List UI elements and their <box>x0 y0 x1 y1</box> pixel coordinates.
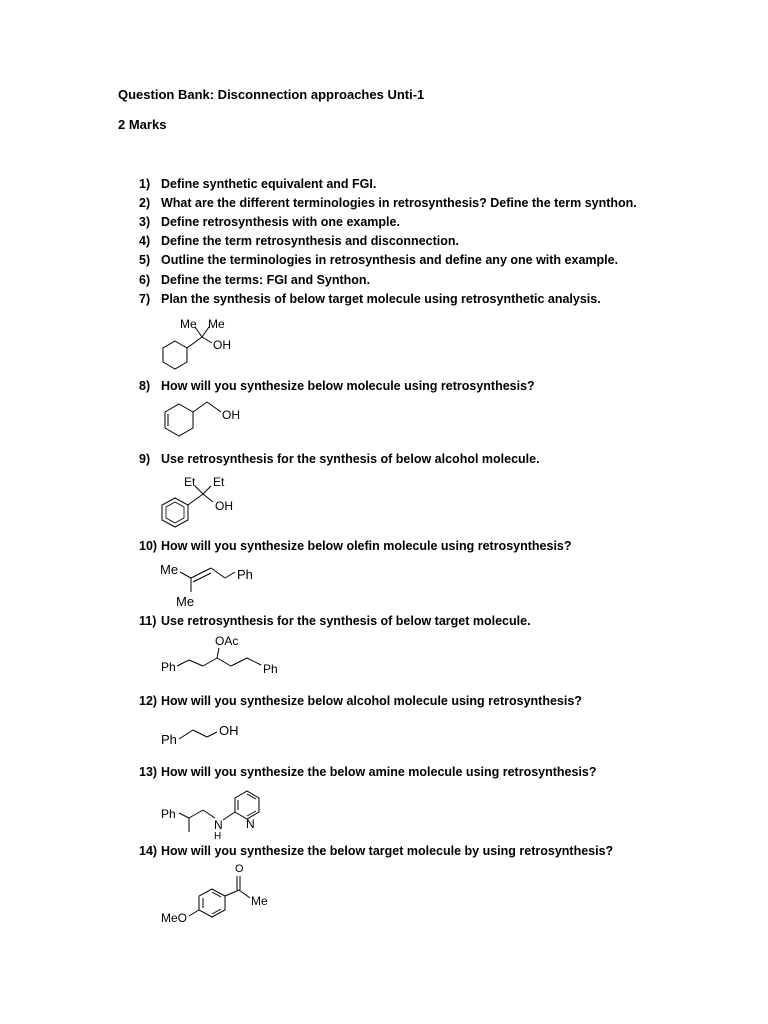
hydroxyl-label: OH <box>222 408 240 422</box>
hydroxyl-label: OH <box>213 338 231 352</box>
amine-nitrogen-label: N <box>214 818 223 832</box>
phenyl-label: Ph <box>161 732 177 747</box>
question-text: Define retrosynthesis with one example. <box>161 215 400 229</box>
question-number: 6) <box>139 273 151 287</box>
methyl-label: Me <box>208 317 225 331</box>
page-title: Question Bank: Disconnection approaches Unti-1 <box>118 87 425 102</box>
hydroxyl-label: OH <box>215 499 233 513</box>
structure-q7 <box>155 315 245 375</box>
structure-q9 <box>155 472 255 534</box>
structure-q14 <box>155 860 275 928</box>
question-text: Outline the terminologies in retrosynthesis and define any one with example. <box>161 253 619 267</box>
amine-hydrogen-label: H <box>214 831 222 842</box>
question-text: How will you synthesize below molecule using retrosynthesis? <box>161 379 535 393</box>
question-text: What are the different terminologies in retrosynthesis? Define the term synthon. <box>161 196 637 210</box>
question-number: 10) <box>139 539 158 553</box>
question-number: 2) <box>139 196 151 210</box>
cyclohexane-ring <box>163 341 187 369</box>
methyl-label: Me <box>251 894 268 908</box>
question-number: 12) <box>139 694 158 708</box>
question-number: 13) <box>139 765 158 779</box>
section-heading: 2 Marks <box>118 117 167 132</box>
question-number: 1) <box>139 177 151 191</box>
question-text: Define synthetic equivalent and FGI. <box>161 177 377 191</box>
ethyl-label: Et <box>213 475 225 489</box>
question-text: How will you synthesize below alcohol molecule using retrosynthesis? <box>161 694 582 708</box>
cyclohexene-ring <box>165 404 193 436</box>
question-text: Use retrosynthesis for the synthesis of below alcohol molecule. <box>161 452 540 466</box>
question-number: 9) <box>139 452 151 466</box>
structure-q11 <box>155 632 295 676</box>
acetoxy-label: OAc <box>215 634 239 648</box>
phenyl-label: Ph <box>161 660 176 674</box>
question-text: Use retrosynthesis for the synthesis of below target molecule. <box>161 614 531 628</box>
pyridine-ring <box>235 791 259 819</box>
phenyl-label: Ph <box>237 567 253 582</box>
question-number: 11) <box>139 614 157 628</box>
question-number: 14) <box>139 844 158 858</box>
methyl-label: Me <box>180 317 197 331</box>
carbonyl-oxygen-label: O <box>235 863 244 875</box>
question-text: Plan the synthesis of below target molecule using retrosynthetic analysis. <box>161 292 601 306</box>
question-text: How will you synthesize the below target molecule by using retrosynthesis? <box>161 844 614 858</box>
question-text: How will you synthesize below olefin molecule using retrosynthesis? <box>161 539 572 553</box>
structure-q12 <box>155 718 255 752</box>
question-number: 7) <box>139 292 151 306</box>
question-number: 3) <box>139 215 151 229</box>
methyl-label: Me <box>176 594 195 609</box>
pyridine-nitrogen-label: N <box>246 817 255 831</box>
question-text: Define the terms: FGI and Synthon. <box>161 273 371 287</box>
question-text: How will you synthesize the below amine molecule using retrosynthesis? <box>161 765 597 779</box>
phenyl-label: Ph <box>263 662 278 676</box>
ethyl-label: Et <box>184 475 196 489</box>
hydroxyl-label: OH <box>219 723 239 738</box>
methoxy-label: MeO <box>161 911 188 925</box>
question-text: Define the term retrosynthesis and disconnection. <box>161 234 459 248</box>
phenyl-label: Ph <box>161 807 176 821</box>
structure-q10 <box>155 558 275 614</box>
structure-q8 <box>155 398 255 446</box>
question-number: 5) <box>139 253 151 267</box>
question-number: 8) <box>139 379 151 393</box>
question-number: 4) <box>139 234 151 248</box>
methyl-label: Me <box>160 562 179 577</box>
structure-q13 <box>155 782 285 842</box>
